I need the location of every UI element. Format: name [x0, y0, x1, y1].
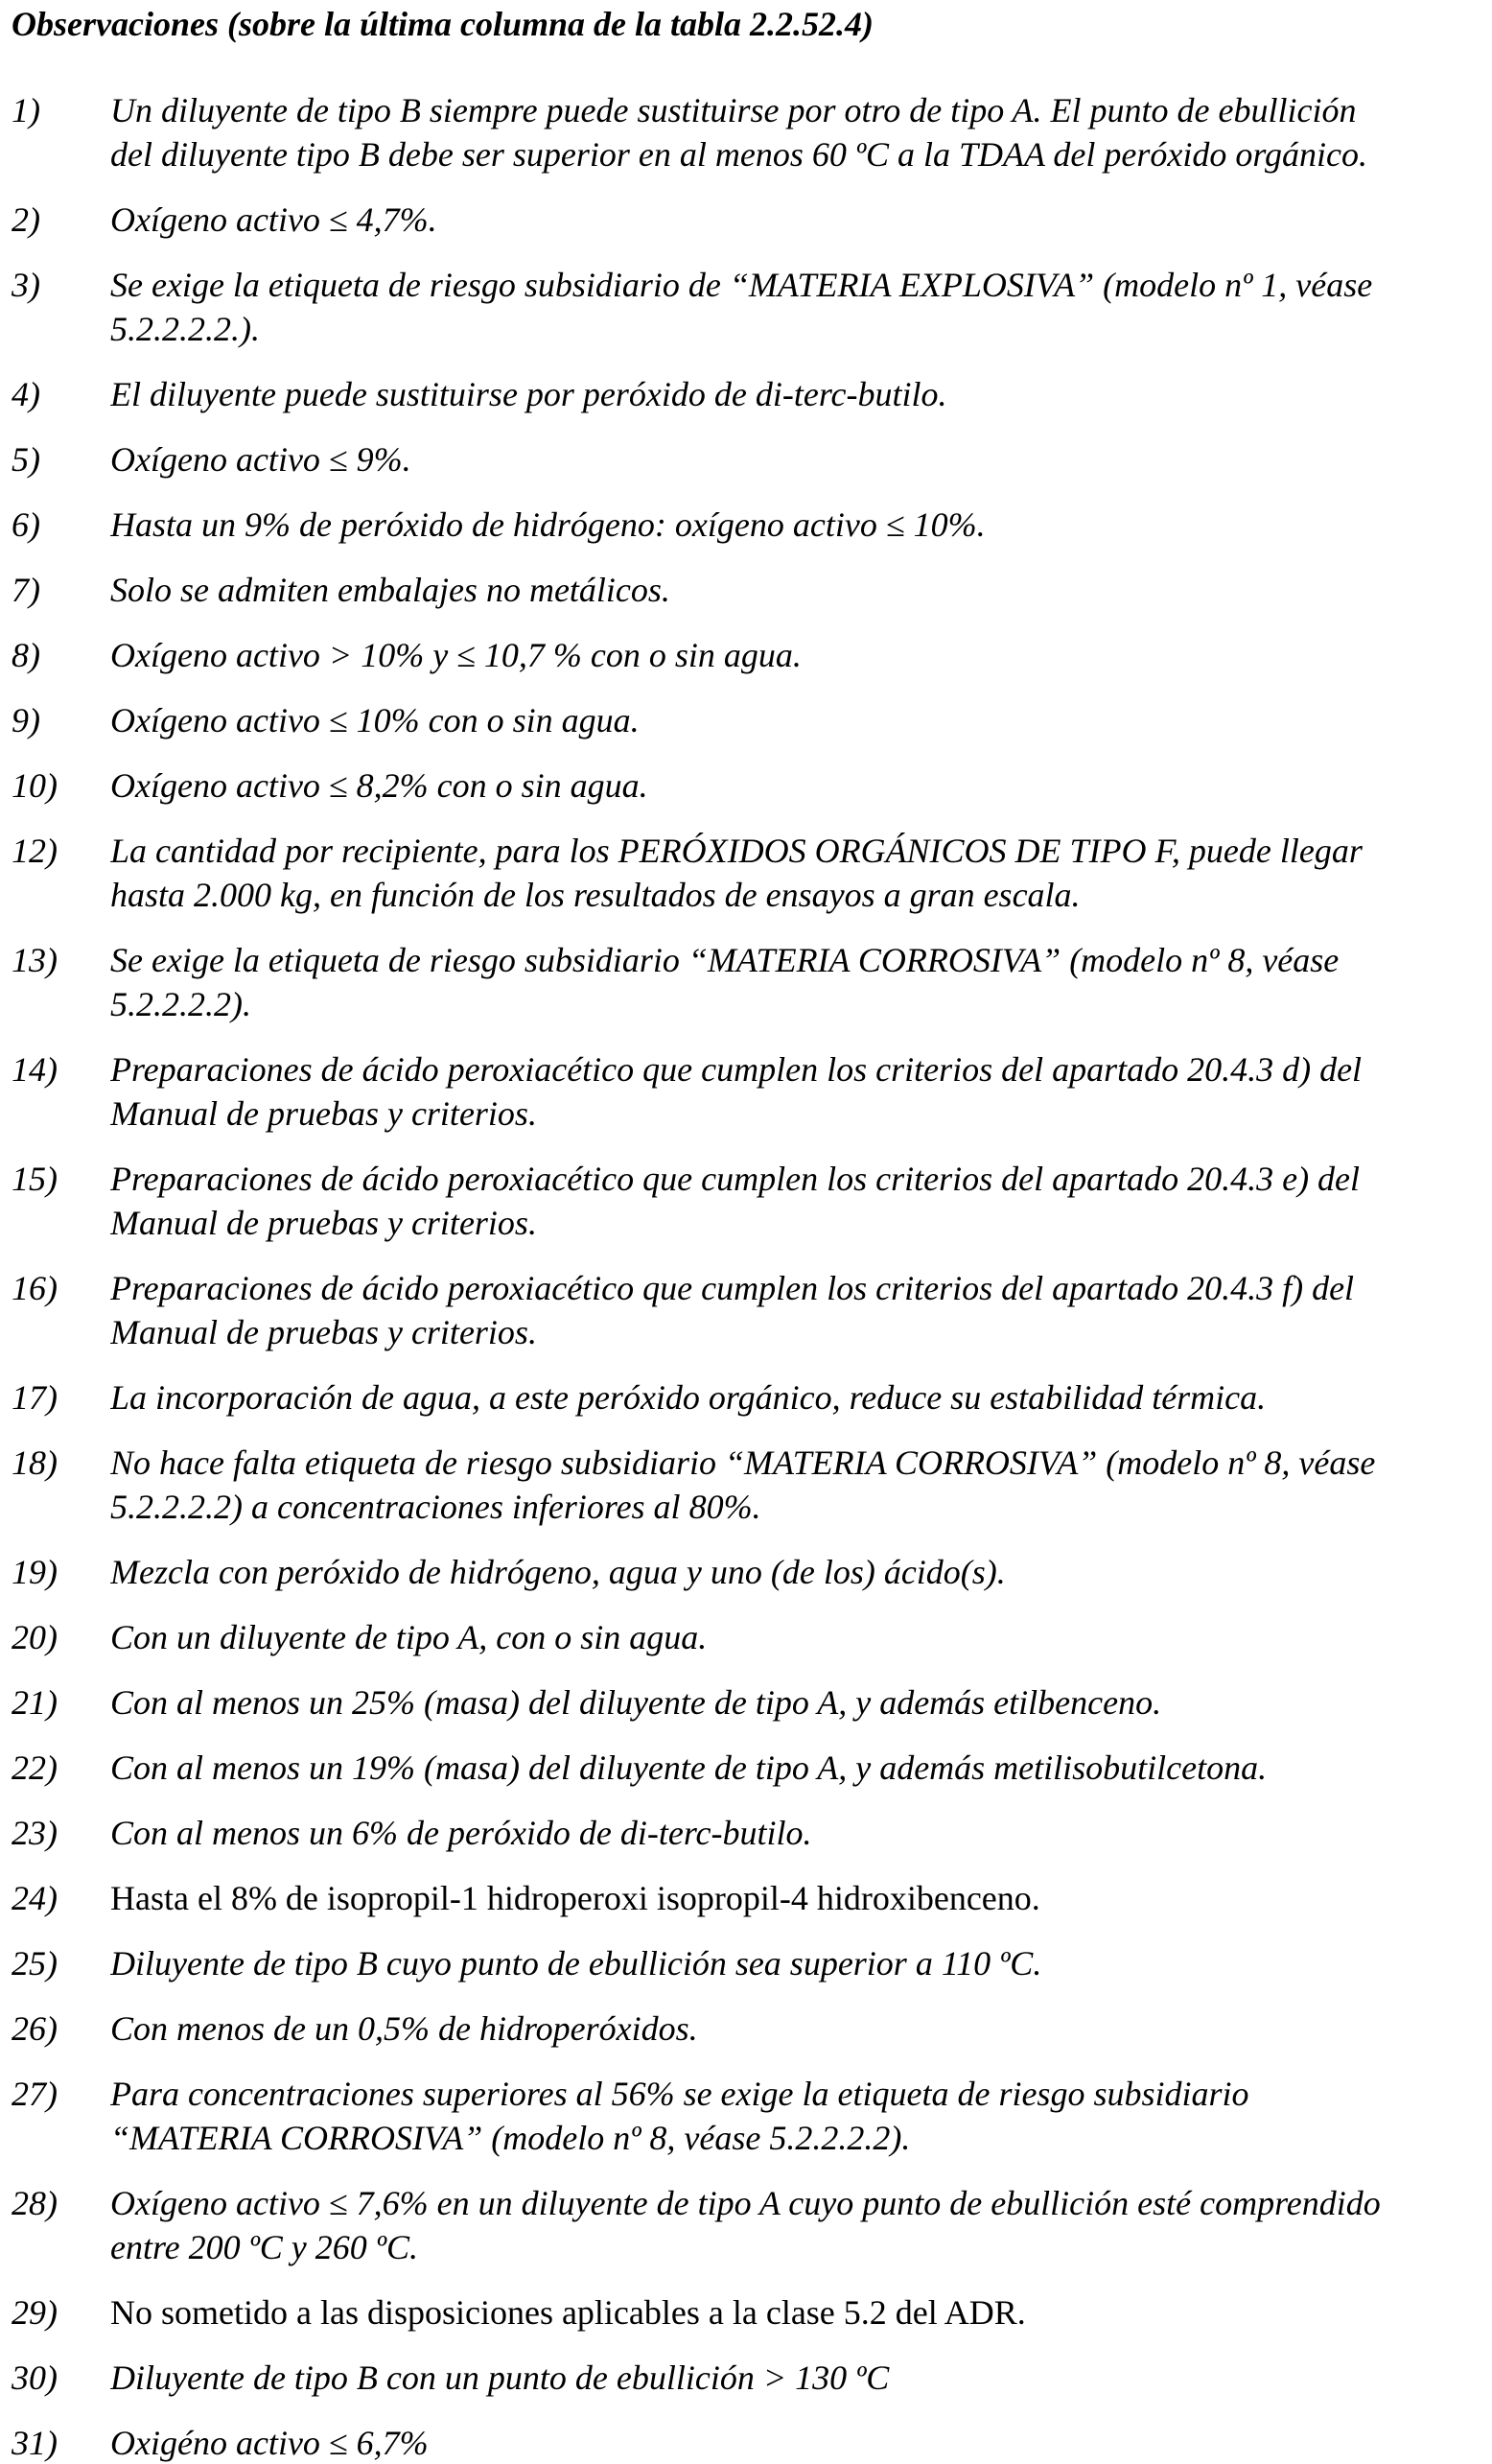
- note-item: [0, 2421, 1492, 2464]
- note-line: Manual de pruebas y criterios.: [110, 1094, 537, 1133]
- notes-list: [0, 88, 1492, 2464]
- note-text: [110, 2181, 1492, 2269]
- note-line: Diluyente de tipo B con un punto de ebullición > 130 ºC: [110, 2358, 890, 2397]
- note-line: Diluyente de tipo B cuyo punto de ebullición sea superior a 110 ºC.: [110, 1944, 1042, 1983]
- note-text: [110, 568, 1492, 612]
- note-text: [110, 938, 1492, 1026]
- note-number: 25): [12, 1944, 58, 1983]
- note-text: [110, 1811, 1492, 1855]
- note-item: [0, 1811, 1492, 1855]
- note-line: Oxígeno activo ≤ 7,6% en un diluyente de tipo A cuyo punto de ebullición esté comprendido: [110, 2184, 1381, 2222]
- note-line: entre 200 ºC y 260 ºC.: [110, 2228, 418, 2266]
- note-item: [0, 198, 1492, 242]
- note-number: 6): [12, 505, 40, 544]
- note-line: Con menos de un 0,5% de hidroperóxidos.: [110, 2009, 698, 2048]
- note-text: [110, 503, 1492, 547]
- note-text: [110, 2006, 1492, 2051]
- note-item: [0, 437, 1492, 481]
- note-line: Manual de pruebas y criterios.: [110, 1313, 537, 1351]
- note-item: [0, 568, 1492, 612]
- note-number: 15): [12, 1160, 58, 1198]
- note-number: 19): [12, 1553, 58, 1591]
- note-text: [110, 1941, 1492, 1985]
- note-text: [110, 198, 1492, 242]
- note-item: [0, 1375, 1492, 1420]
- note-item: [0, 1746, 1492, 1790]
- note-item: [0, 1550, 1492, 1594]
- note-number: 13): [12, 941, 58, 979]
- note-line: Hasta un 9% de peróxido de hidrógeno: oxígeno activo ≤ 10%.: [110, 505, 986, 544]
- note-line: 5.2.2.2.2).: [110, 985, 251, 1023]
- note-text: [110, 1876, 1492, 1920]
- note-item: [0, 2181, 1492, 2269]
- page-heading: Observaciones (sobre la última columna de la tabla 2.2.52.4): [12, 5, 874, 43]
- note-item: [0, 1680, 1492, 1725]
- note-item: [0, 263, 1492, 351]
- note-line: Solo se admiten embalajes no metálicos.: [110, 571, 670, 609]
- note-number: 28): [12, 2184, 58, 2222]
- note-text: [110, 1680, 1492, 1725]
- note-item: [0, 2290, 1492, 2335]
- note-line: Para concentraciones superiores al 56% se exige la etiqueta de riesgo subsidiario: [110, 2075, 1249, 2113]
- note-line: Preparaciones de ácido peroxiacético que cumplen los criterios del apartado 20.4.3 f) del: [110, 1269, 1355, 1307]
- note-number: 2): [12, 200, 40, 239]
- note-number: 3): [12, 266, 40, 304]
- note-line: Con al menos un 19% (masa) del diluyente de tipo A, y además metilisobutilcetona.: [110, 1748, 1268, 1787]
- note-line: Se exige la etiqueta de riesgo subsidiario de “MATERIA EXPLOSIVA” (modelo nº 1, véase: [110, 266, 1373, 304]
- note-text: [110, 1615, 1492, 1659]
- note-line: Un diluyente de tipo B siempre puede sustituirse por otro de tipo A. El punto de ebullición: [110, 91, 1357, 129]
- note-line: 5.2.2.2.2) a concentraciones inferiores al 80%.: [110, 1488, 761, 1526]
- note-line: Oxigéno activo ≤ 6,7%: [110, 2424, 429, 2462]
- note-number: 31): [12, 2424, 58, 2462]
- note-text: [110, 698, 1492, 742]
- note-line: Mezcla con peróxido de hidrógeno, agua y uno (de los) ácido(s).: [110, 1553, 1006, 1591]
- note-number: 5): [12, 440, 40, 479]
- note-text: [110, 372, 1492, 416]
- note-line: hasta 2.000 kg, en función de los resultados de ensayos a gran escala.: [110, 876, 1081, 914]
- note-item: [0, 503, 1492, 547]
- note-item: [0, 1615, 1492, 1659]
- note-number: 22): [12, 1748, 58, 1787]
- note-line: Oxígeno activo > 10% y ≤ 10,7 % con o sin agua.: [110, 636, 802, 674]
- note-number: 18): [12, 1443, 58, 1482]
- note-text: [110, 2290, 1492, 2335]
- note-text: [110, 437, 1492, 481]
- note-text: [110, 1746, 1492, 1790]
- note-item: [0, 372, 1492, 416]
- note-number: 20): [12, 1618, 58, 1656]
- note-line: Preparaciones de ácido peroxiacético que cumplen los criterios del apartado 20.4.3 e) del: [110, 1160, 1361, 1198]
- note-line: Se exige la etiqueta de riesgo subsidiario “MATERIA CORROSIVA” (modelo nº 8, véase: [110, 941, 1340, 979]
- note-item: [0, 1157, 1492, 1245]
- note-line: Con al menos un 25% (masa) del diluyente de tipo A, y además etilbenceno.: [110, 1683, 1162, 1722]
- note-number: 4): [12, 375, 40, 413]
- note-item: [0, 1266, 1492, 1354]
- note-item: [0, 88, 1492, 176]
- note-line: Con un diluyente de tipo A, con o sin agua.: [110, 1618, 708, 1656]
- note-line: El diluyente puede sustituirse por peróxido de di-terc-butilo.: [110, 375, 947, 413]
- note-item: [0, 829, 1492, 917]
- note-number: 24): [12, 1879, 58, 1917]
- note-number: 21): [12, 1683, 58, 1722]
- note-line: Manual de pruebas y criterios.: [110, 1204, 537, 1242]
- note-line: Preparaciones de ácido peroxiacético que cumplen los criterios del apartado 20.4.3 d) del: [110, 1050, 1363, 1089]
- note-text: [110, 1266, 1492, 1354]
- note-line: 5.2.2.2.2.).: [110, 310, 260, 348]
- note-item: [0, 2072, 1492, 2160]
- note-line: Oxígeno activo ≤ 9%.: [110, 440, 411, 479]
- note-item: [0, 2356, 1492, 2400]
- note-number: 9): [12, 701, 40, 739]
- note-text: [110, 1550, 1492, 1594]
- note-item: [0, 633, 1492, 677]
- note-line: No hace falta etiqueta de riesgo subsidiario “MATERIA CORROSIVA” (modelo nº 8, véase: [110, 1443, 1376, 1482]
- note-line: Oxígeno activo ≤ 4,7%.: [110, 200, 437, 239]
- note-number: 10): [12, 766, 58, 805]
- note-text: [110, 633, 1492, 677]
- note-text: [110, 2421, 1492, 2464]
- note-number: 12): [12, 832, 58, 870]
- note-item: [0, 1047, 1492, 1136]
- note-text: [110, 1047, 1492, 1136]
- note-text: [110, 2356, 1492, 2400]
- note-line: “MATERIA CORROSIVA” (modelo nº 8, véase 5.2.2.2.2).: [110, 2119, 911, 2157]
- note-text: [110, 829, 1492, 917]
- note-line: La cantidad por recipiente, para los PERÓXIDOS ORGÁNICOS DE TIPO F, puede llegar: [110, 832, 1363, 870]
- note-text: [110, 1441, 1492, 1529]
- note-line: Con al menos un 6% de peróxido de di-terc-butilo.: [110, 1814, 812, 1852]
- note-number: 16): [12, 1269, 58, 1307]
- note-number: 7): [12, 571, 40, 609]
- note-number: 27): [12, 2075, 58, 2113]
- note-item: [0, 1441, 1492, 1529]
- note-text: [110, 88, 1492, 176]
- note-number: 30): [12, 2358, 58, 2397]
- note-item: [0, 763, 1492, 808]
- note-text: [110, 763, 1492, 808]
- note-line: del diluyente tipo B debe ser superior en al menos 60 ºC a la TDAA del peróxido orgánico.: [110, 135, 1367, 174]
- note-number: 29): [12, 2293, 58, 2332]
- note-number: 17): [12, 1378, 58, 1417]
- note-text: [110, 2072, 1492, 2160]
- note-number: 26): [12, 2009, 58, 2048]
- note-item: [0, 1941, 1492, 1985]
- note-text: [110, 263, 1492, 351]
- note-number: 23): [12, 1814, 58, 1852]
- note-line: Oxígeno activo ≤ 10% con o sin agua.: [110, 701, 640, 739]
- note-line: Oxígeno activo ≤ 8,2% con o sin agua.: [110, 766, 648, 805]
- note-item: [0, 698, 1492, 742]
- note-item: [0, 938, 1492, 1026]
- note-number: 1): [12, 91, 40, 129]
- note-line: No sometido a las disposiciones aplicables a la clase 5.2 del ADR.: [110, 2293, 1026, 2332]
- note-line: La incorporación de agua, a este peróxido orgánico, reduce su estabilidad térmica.: [110, 1378, 1267, 1417]
- note-line: Hasta el 8% de isopropil-1 hidroperoxi isopropil-4 hidroxibenceno.: [110, 1879, 1040, 1917]
- note-item: [0, 2006, 1492, 2051]
- note-text: [110, 1157, 1492, 1245]
- note-text: [110, 1375, 1492, 1420]
- note-number: 14): [12, 1050, 58, 1089]
- note-number: 8): [12, 636, 40, 674]
- note-item: [0, 1876, 1492, 1920]
